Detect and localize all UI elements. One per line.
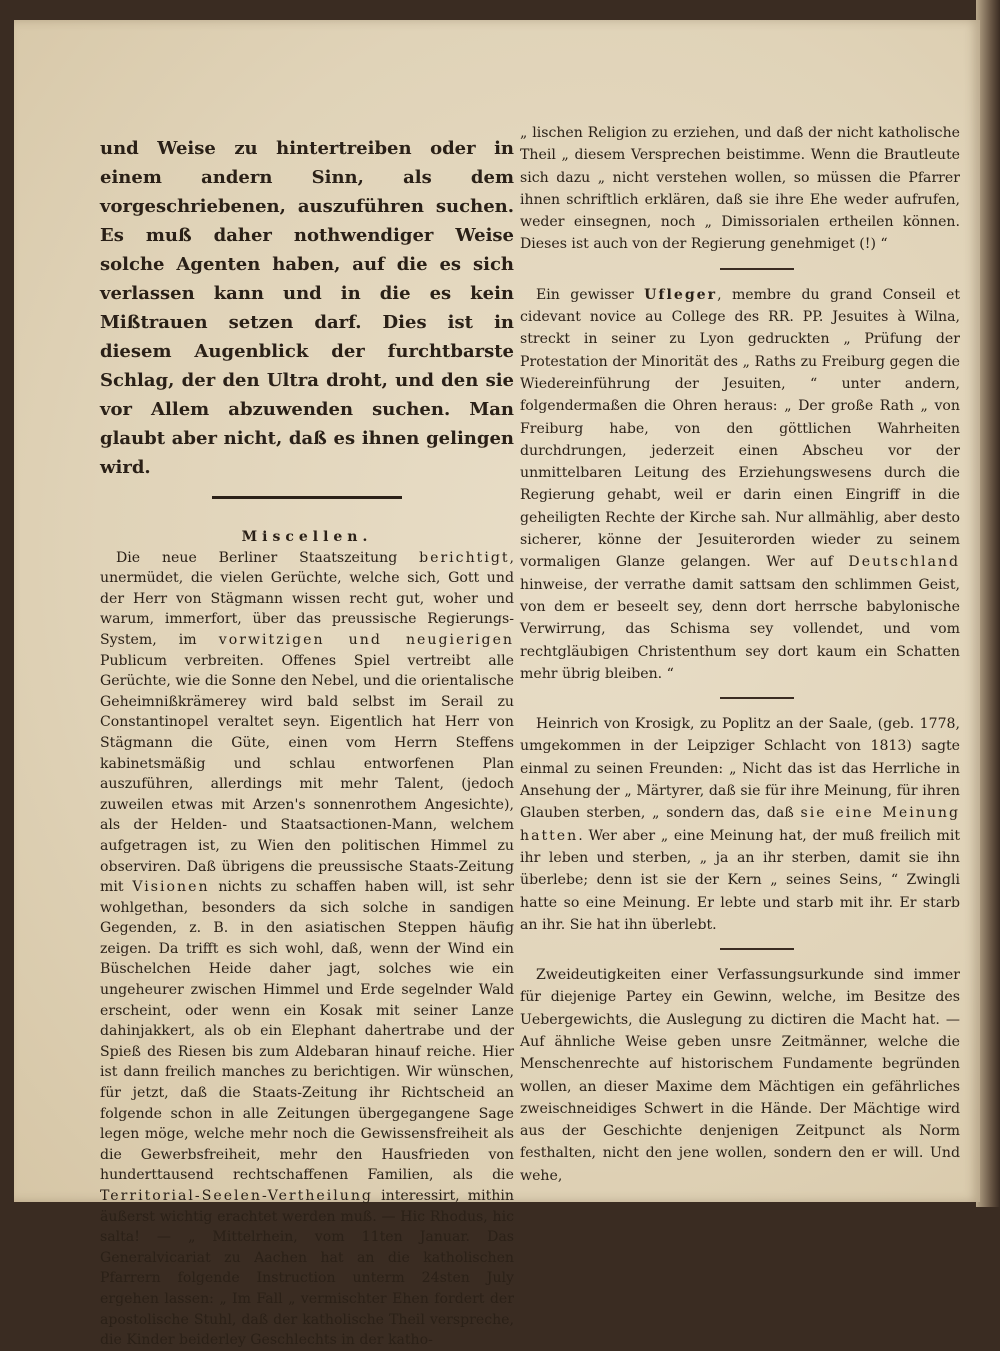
section-heading: Miscellen. bbox=[241, 529, 373, 545]
ufleger-paragraph: Ein gewisser Ufleger, membre du grand Conseil et cidevant novice au College des RR. PP. Jesuites à Wilna, streckt in seiner zu Lyon gedruckten „ Prüfung der Protestation der Minorität des „ Raths zu Freiburg gegen die Wiedereinführung der Jesuiten, “ unter andern, folgendermaßen die Ohren heraus: „ Der große Rath „ von Freiburg habe, von den göttlichen Wahrheiten durchdrungen, jederzeit einen Abscheu vor der unmittelbaren Leitung des Erziehungswesens durch die Regierung gehabt, weil er darin einen Eingriff in die geheiligten Rechte der Kirche sah. Nur allmählig, aber desto sicherer, könne der Jesuiterorden wieder zu seinem vormaligen Glanze gelangen. Wer auf Deutschland hinweise, der verrathe damit sattsam den schlimmen Geist, von dem er beseelt sey, denn dort herrsche babylonische Verwirrung, das Schisma sey vollendet, und vom rechtgläubigen Christenthum sey dort kaum ein Schatten mehr übrig bleiben. “ bbox=[520, 286, 960, 682]
divider bbox=[720, 948, 794, 950]
section-divider bbox=[212, 496, 402, 499]
quote-continuation: „ lischen Religion zu erziehen, und daß der nicht katholische Theil „ diesem Versprechen beistimme. Wenn die Brautleute sich dazu „ nicht verstehen wollen, so müssen die Pfarrer ihnen schriftlich erklären, daß sie ihre Ehe weder aufrufen, weder einsegnen, noch „ Dimissorialen ertheilen können. Dieses ist auch von der Regierung genehmiget (!) “ bbox=[520, 125, 960, 253]
miscellen-paragraph: Die neue Berliner Staatszeitung berichtigt, unermüdet, die vielen Gerüchte, welche sich, Gott und der Herr von Stägmann wissen recht gut, woher und warum, immerfort, über das preussische Regierungs-System, im vorwitzigen und neugierigen Publicum verbreiten. Offenes Spiel vertreibt alle Gerüchte, wie die Sonne den Nebel, und die orientalische Geheimnißkrämerey wird bald selbst im Serail zu Constantinopel veraltet seyn. Eigentlich hat Herr von Stägmann die Güte, einen vom Herrn Steffens kabinetsmäßig und schlau entworfenen Plan auszuführen, allerdings mit mehr Talent, (jedoch zuweilen etwas mit Arzen's sonnenrothem Angesichte), als der Helden- und Staatsactionen-Mann, welchem aufgetragen ist, zu Wien den politischen Himmel zu observiren. Daß übrigens die preussische Staats-Zeitung mit Visionen nichts zu schaffen haben will, ist sehr wohlgethan, besonders da sich solche in sandigen Gegenden, z. B. in den asiatischen Steppen häufig zeigen. Da trifft es sich wohl, daß, wenn der Wind ein Büschelchen Heide daher jagt, solches wie ein ungeheurer zwischen Himmel und Erde segelnder Wald erscheint, oder wenn ein Kosak mit seiner Lanze dahinjakkert, als ob ein Elephant dahertrabe und der Spieß des Riesen bis zum Aldebaran hinauf reiche. Hier ist dann freilich manches zu berichtigen. Wir wünschen, für jetzt, daß die Staats-Zeitung ihr Richtscheid an folgende schon in alle Zeitungen übergegangene Sage legen möge, welche mehr noch die Gewissensfreiheit als die Gewerbsfreiheit, mehr den Hausfrieden von hunderttausend rechtschaffenen Familien, als die Territorial-Seelen-Vertheilung interessirt, mithin äußerst wichtig erachtet werden muß. — Hic Rhodus, hic salta! — „ Mittelrhein, vom 11ten Januar. Das Generalvicariat zu Aachen hat an die katholischen Pfarrern folgende Instruction unterm 24sten July ergehen lassen: „ Im Fall „ vermischter Ehen fordert der apostolische Stuhl, daß der katholische Theil verspreche, die Kinder beiderley Geschlechts in der katho- bbox=[100, 549, 514, 1349]
divider bbox=[720, 268, 794, 270]
right-column bbox=[520, 122, 960, 1187]
krosigk-paragraph: Heinrich von Krosigk, zu Poplitz an der Saale, (geb. 1778, umgekommen in der Leipziger Schlacht von 1813) sagte einmal zu seinen Freunden: „ Nicht das ist das Herrliche in Ansehung der „ Märtyrer, daß sie für ihre Meinung, für ihren Glauben sterben, „ sondern das, daß sie eine Meinung hatten. Wer aber „ eine Meinung hat, der muß freilich mit ihr leben und sterben, „ ja an ihr sterben, damit sie ihn überlebe; denn ist sie der Kern „ seines Seins, “ Zwingli hatte so eine Meinung. Er lebte und starb mit ihr. Er starb an ihr. Sie hat ihn überlebt. bbox=[520, 716, 960, 933]
lead-paragraph: und Weise zu hintertreiben oder in einem andern Sinn, als dem vorgeschriebenen, auszuführen suchen. Es muß daher nothwendiger Weise solche Agenten haben, auf die es sich verlassen kann und in die es kein Mißtrauen setzen darf. Dies ist in diesem Augenblick der furchtbarste Schlag, der den Ultra droht, und den sie vor Allem abzuwenden suchen. Man glaubt aber nicht, daß es ihnen gelingen wird. bbox=[100, 138, 514, 478]
verfassung-paragraph: Zweideutigkeiten einer Verfassungsurkunde sind immer für diejenige Partey ein Gewinn, welche, im Besitze des Uebergewichts, die Auslegung zu dictiren die Macht hat. — Auf ähnliche Weise geben unsre Zeitmänner, welche die Menschenrechte auf historischem Fundamente begründen wollen, an dieser Maxime dem Mächtigen ein gefährliches zweischneidiges Schwert in die Hände. Der Mächtige wird aus der Geschichte denjenigen Zeitpunct als Norm festhalten, nicht den jene wollen, sondern den er will. Und wehe, bbox=[520, 967, 960, 1184]
divider bbox=[720, 697, 794, 699]
left-column bbox=[100, 118, 514, 1351]
